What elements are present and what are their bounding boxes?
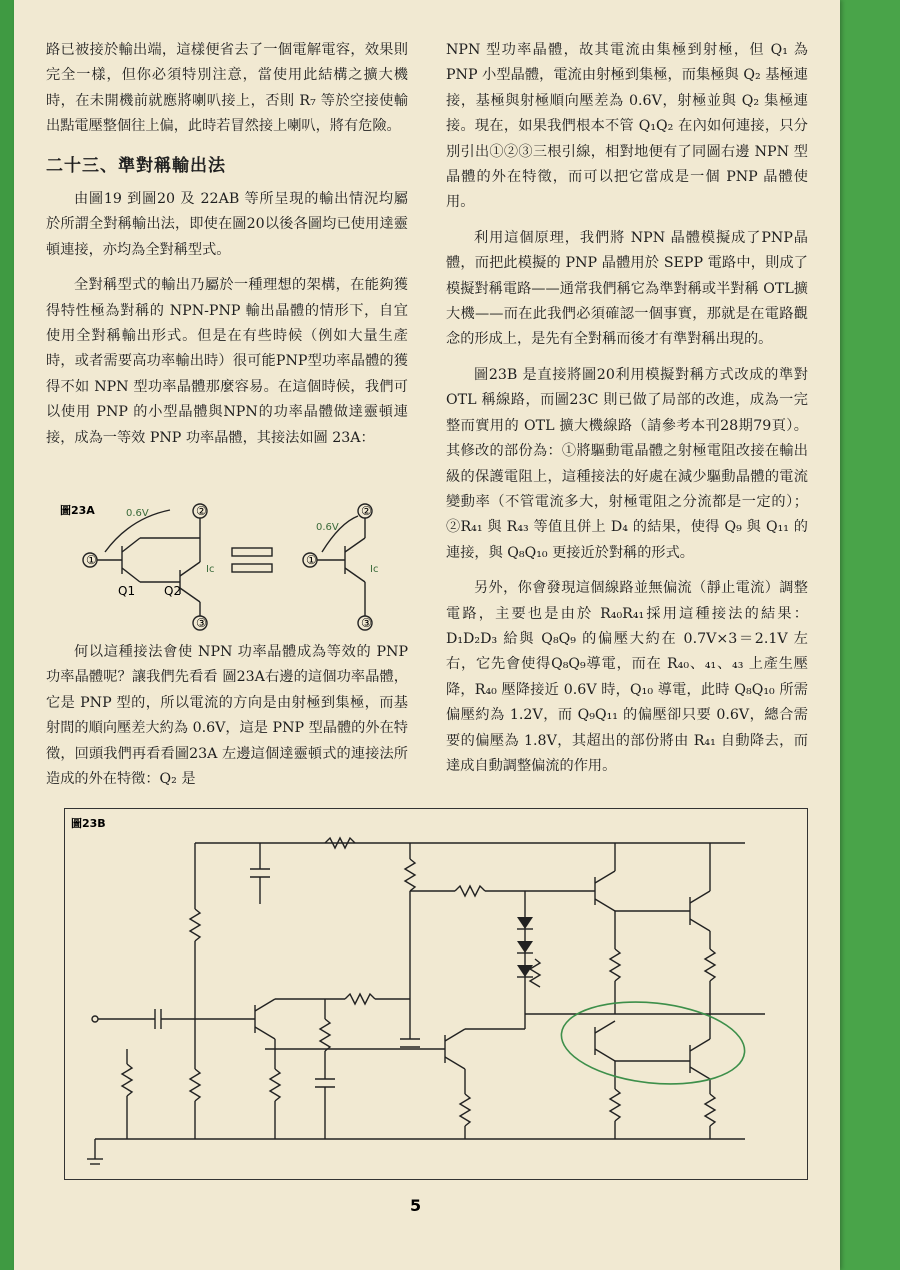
fig23a-left-terminal-3: ③: [196, 616, 207, 630]
right-paragraph-1: NPN 型功率晶體，故其電流由集極到射極，但 Q₁ 為 PNP 小型晶體，電流由射極到集極，而集極與 Q₂ 基極連接，基極與射極順向壓差為 0.6V，射極並與 Q₂ 集極連接。現在，如果我們根本不管 Q₁Q₂ 在內如何連接，只分別引出①②③三根引線，相對地便有了同圖右邊 NPN 型晶體的外在特徵，而可以把它當成是一個 PNP 晶體使用。: [446, 42, 808, 211]
fig23a-right-vbe: 0.6V: [316, 522, 339, 533]
fig23a-left-vbe: 0.6V: [126, 508, 149, 519]
left-intro-paragraph: 路已被接於輸出端，這樣便省去了一個電解電容，效果則完全一樣，但你必須特別注意，當使用此結構之擴大機時，在未開機前就應將喇叭接上，否則 R₇ 等於空接使輸出點電壓整個往上偏，此時若冒然接上喇叭，將有危險。: [46, 42, 408, 135]
fig23a-right-terminal-2: ②: [361, 504, 372, 518]
figure-23b: [64, 808, 808, 1180]
page-edge-green: [840, 0, 900, 1270]
binding-spine: [0, 0, 14, 1270]
right-paragraph-2: 利用這個原理，我們將 NPN 晶體模擬成了PNP晶體，而把此模擬的 PNP 晶體用於 SEPP 電路中，則成了模擬對稱電路——通常我們稱它為準對稱或半對稱 OTL擴大機——而在此我們必須確認一個事實，那就是在電路觀念的形成上，是先有全對稱而後才有準對稱出現的。: [446, 229, 808, 348]
figure-23a: [60, 498, 410, 638]
left-paragraph-1: 由圖19 到圖20 及 22AB 等所呈現的輸出情況均屬於所謂全對稱輸出法，即使在圖20以後各圖均已使用達靈頓連接，亦均為全對稱型式。: [46, 191, 408, 258]
fig23a-left-ic: Ic: [206, 564, 215, 575]
fig23a-right-ic: Ic: [370, 564, 379, 575]
fig23a-left-terminal-1: ①: [86, 553, 97, 567]
figure-23a-label: 圖23A: [60, 504, 95, 517]
section-title: 二十三、準對稱輸出法: [46, 155, 226, 176]
left-column: [46, 38, 408, 461]
right-column: [446, 38, 808, 789]
left-column-lower: [46, 640, 408, 802]
fig23a-right-terminal-1: ①: [306, 553, 317, 567]
figure-23b-label: 圖23B: [71, 817, 106, 830]
fig23a-q2-label: Q2: [164, 584, 182, 598]
right-paragraph-3: 圖23B 是直接將圖20利用模擬對稱方式改成的準對 OTL 稱線路，而圖23C 則已做了局部的改進，成為一完整而實用的 OTL 擴大機線路（請參考本刊28期79頁）。其修改的部份為：①將驅動電晶體之射極電阻改接在輸出級的保護電阻上，這種接法的好處在減少驅動晶體的電流變動率（不管電流多大，射極電阻之分流都是一定的）；②R₄₁ 與 R₄₃ 等值且併上 D₄ 的結果，使得 Q₉ 與 Q₁₁ 的連接，與 Q₈Q₁₀ 更接近於對稱的形式。: [446, 366, 808, 561]
fig23a-left-terminal-2: ②: [196, 504, 207, 518]
fig23a-q1-label: Q1: [118, 584, 136, 598]
fig23a-right-terminal-3: ③: [361, 616, 372, 630]
left-paragraph-3: 何以這種接法會使 NPN 功率晶體成為等效的 PNP 功率晶體呢？讓我們先看看 圖23A右邊的這個功率晶體，它是 PNP 型的，所以電流的方向是由射極到集極，而基射間的順向壓差大約為 0.6V，這是 PNP 型晶體的外在特徵，回頭我們再看看圖23A 左邊這個達靈頓式的連接法所造成的外在特徵：Q₂ 是: [46, 644, 408, 788]
left-paragraph-2: 全對稱型式的輸出乃屬於一種理想的架構，在能夠獲得特性極為對稱的 NPN-PNP 輸出晶體的情形下，自宜使用全對稱輸出形式。但是在有些時候（例如大量生產時，或者需要高功率輸出時）很可能PNP型功率晶體的獲得不如 NPN 型功率晶體那麼容易。在這個時候，我們可以使用 PNP 的小型晶體與NPN的功率晶體做達靈頓連接，成為一等效 PNP 功率晶體，其接法如圖 23A：: [46, 277, 408, 446]
right-paragraph-4: 另外，你會發現這個線路並無偏流（靜止電流）調整電路，主要也是由於 R₄₀R₄₁採用這種接法的結果：D₁D₂D₃ 給與 Q₈Q₉ 的偏壓大約在 0.7V×3＝2.1V 左右，它先會使得Q₈Q₉導電，而在 R₄₀、₄₁、₄₃ 上產生壓降，R₄₀ 壓降接近 0.6V 時，Q₁₀ 導電，此時 Q₈Q₁₀ 所需偏壓約為 1.2V，而 Q₉Q₁₁ 的偏壓卻只要 0.6V，總合需要的偏壓為 1.8V，其超出的部份將由 R₄₁ 自動降去，而達成自動調整偏流的作用。: [446, 580, 808, 774]
page-number: 5: [410, 1196, 422, 1215]
